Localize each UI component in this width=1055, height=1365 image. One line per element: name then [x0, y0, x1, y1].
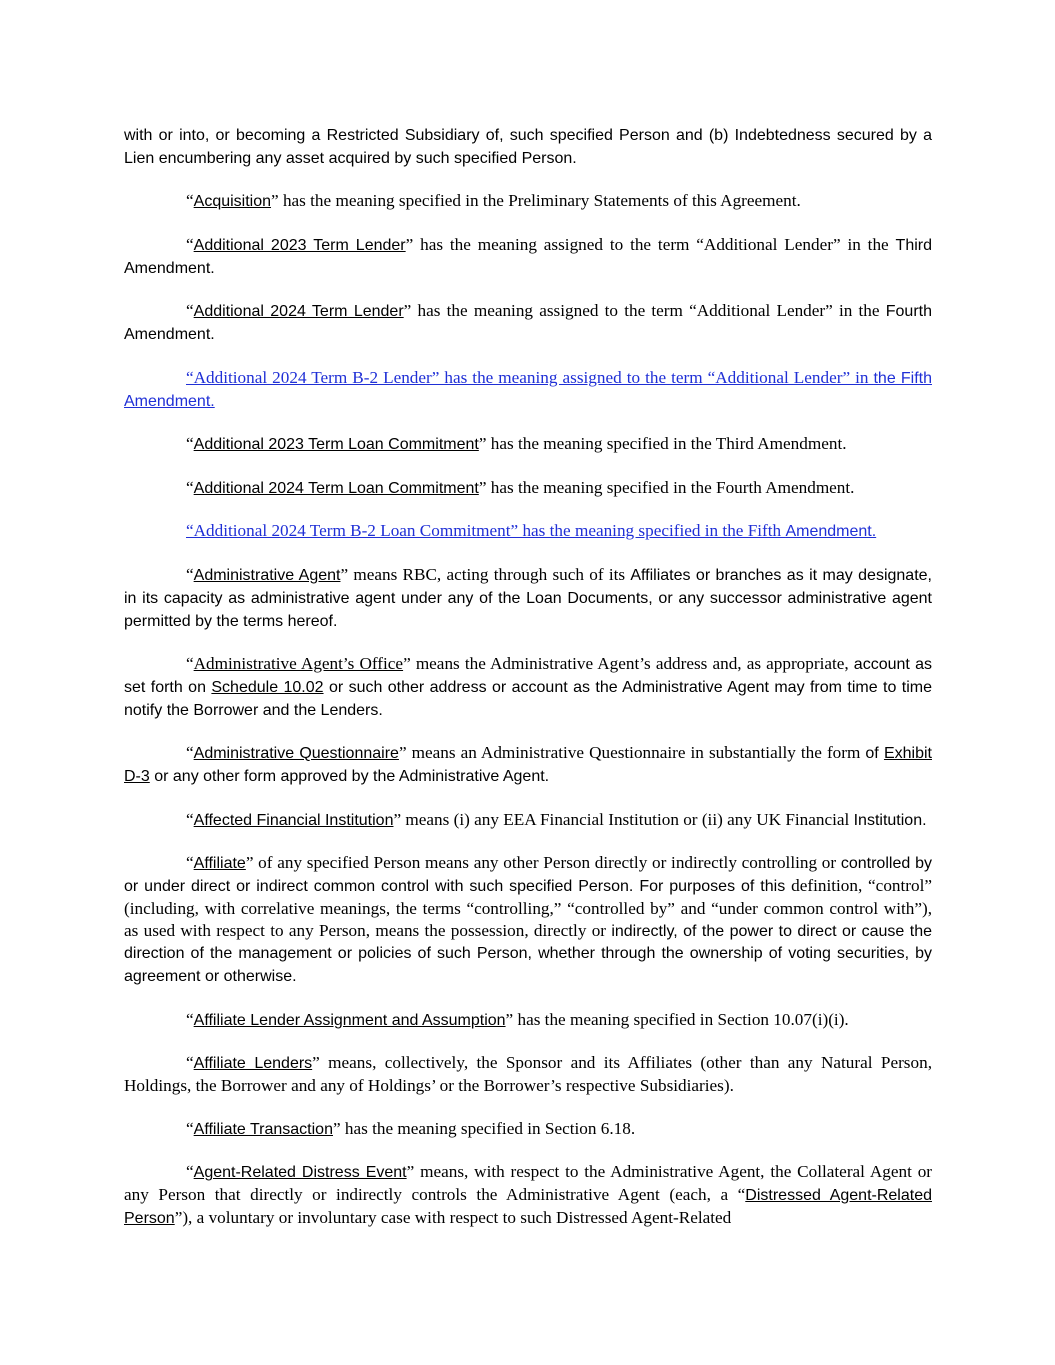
definition-agent-related-distress-event — [124, 1161, 932, 1229]
open-quote: “ — [186, 434, 194, 454]
defined-term: Agent-Related Distress Event — [193, 1164, 407, 1182]
defined-term: Acquisition — [193, 193, 272, 211]
inserted-definition-tail: Amendment. — [785, 523, 877, 541]
definition-affiliate — [124, 852, 932, 988]
definition-affected-financial-institution — [124, 809, 932, 832]
definition-text: ” has the meaning specified in the Third Amendment. — [478, 434, 847, 454]
schedule-reference: Schedule 10.02 — [211, 678, 324, 696]
open-quote: “ — [186, 1053, 194, 1073]
paragraph-text: with or into, or becoming a Restricted Subsidiary of, such specified Person and (b) Indebtedness secured by a Lien encumbering any asset acquired by such specified Person. — [124, 127, 932, 167]
paragraph-continuation — [124, 124, 932, 170]
defined-term: Administrative Questionnaire — [193, 745, 399, 763]
definition-additional-2024-term-b2-loan-commitment — [124, 520, 932, 543]
definition-text: ” means, with respect to the Administrative Agent, the Collateral Agent or any Person that directly or indirectly controls the Administrative Agent (each, a “ — [124, 1162, 933, 1205]
definition-text: ” has the meaning specified in the Fourth Amendment. — [478, 477, 855, 497]
open-quote: “ — [186, 809, 194, 829]
definition-additional-2023-term-lender — [124, 234, 932, 280]
definition-text: ” means (i) any EEA Financial Institution or (ii) any UK Financial — [393, 809, 854, 829]
open-quote: “ — [186, 234, 194, 254]
open-quote: “ — [186, 301, 194, 321]
defined-term: Administrative Agent — [193, 566, 341, 584]
open-quote: “ — [186, 564, 194, 584]
definition-text: ” has the meaning assigned to the term “Additional Lender” in the — [403, 301, 886, 321]
open-quote: “ — [186, 1009, 194, 1029]
inserted-definition-text: “Additional 2024 Term B-2 Lender” has the meaning assigned to the term “Additional Lender” in — [186, 367, 874, 387]
defined-term: Additional 2023 Term Lender — [193, 236, 406, 254]
definition-text: ” has the meaning specified in Section 10.07(i)(i). — [505, 1009, 849, 1029]
defined-term: Administrative Agent’s Office — [193, 654, 404, 674]
inserted-definition-tail: the Fifth Amendment. — [124, 369, 932, 410]
defined-term: Affiliate Lenders — [193, 1055, 313, 1073]
open-quote: “ — [186, 1162, 194, 1182]
definition-text: ” has the meaning specified in Section 6.18. — [332, 1118, 636, 1138]
open-quote: “ — [186, 743, 194, 763]
definition-text: ” of any specified Person means any other Person directly or indirectly controlling or — [245, 853, 841, 873]
definition-text: ” means, collectively, the Sponsor and its Affiliates (other than any Natural Person, Holdings, the Borrower and any of Holdings’ or the Borrower’s respective Subsidiaries). — [124, 1053, 932, 1096]
definition-text-tail: indirectly, of the power to direct or cause the direction of the management or policies of such Person, whether through the ownership of voting securities, by agreement or otherwise. — [124, 922, 933, 986]
definition-text-tail: controlled by or under direct or indirect common control with such specified Person. For purposes of this — [124, 855, 933, 896]
defined-term: Affiliate Transaction — [193, 1120, 333, 1138]
open-quote: “ — [186, 191, 194, 211]
definition-additional-2024-term-loan-commitment — [124, 477, 932, 500]
defined-term: Affiliate — [193, 855, 246, 873]
defined-term: Additional 2024 Term Lender — [193, 303, 404, 321]
definition-additional-2023-term-loan-commitment — [124, 433, 932, 456]
definition-administrative-agents-office — [124, 653, 932, 721]
definition-text: ” means an Administrative Questionnaire in substantially the form — [398, 743, 866, 763]
definition-acquisition — [124, 190, 932, 213]
definition-text: ”), a voluntary or involuntary case with respect to such Distressed Agent-Related — [174, 1208, 732, 1228]
definition-text-tail: Fourth Amendment. — [124, 303, 932, 344]
defined-term: Affiliate Lender Assignment and Assumption — [193, 1011, 506, 1029]
definition-administrative-questionnaire — [124, 742, 932, 788]
document-page — [124, 124, 932, 1251]
definition-text-tail: Third Amendment. — [124, 236, 932, 277]
definition-text: ” means RBC, acting through such of its — [340, 564, 631, 584]
definition-text-tail: or such other address or account as the Administrative Agent may from time to time notify the Borrower and the Lenders. — [124, 678, 933, 719]
open-quote: “ — [186, 1118, 194, 1138]
definition-text-tail: or any other form approved by the Administrative Agent. — [149, 768, 550, 786]
definition-affiliate-lender-assignment — [124, 1009, 932, 1032]
definition-text: ” means the Administrative Agent’s address and, as appropriate, — [403, 654, 854, 674]
definition-affiliate-transaction — [124, 1118, 932, 1141]
definition-text-tail: Affiliates or branches as it may designate, in its capacity as administrative agent under any of the Loan Documents, or any successor administrative agent permitted by the terms hereof. — [124, 566, 932, 630]
open-quote: “ — [186, 654, 194, 674]
definition-additional-2024-term-lender — [124, 300, 932, 346]
exhibit-reference: Exhibit D-3 — [124, 745, 932, 786]
defined-term: Additional 2024 Term Loan Commitment — [193, 479, 479, 497]
definition-text-serif: definition, “control” (including, with correlative meanings, the terms “controlling,” “controlled by” and “under common control with”), as used with respect to any Person, means the possession, directly or — [124, 876, 932, 940]
definition-affiliate-lenders — [124, 1052, 932, 1097]
definition-text: ” has the meaning assigned to the term “Additional Lender” in the — [405, 234, 896, 254]
definition-additional-2024-term-b2-lender — [124, 367, 932, 413]
inserted-definition-text: “Additional 2024 Term B-2 Loan Commitment” has the meaning specified in the Fifth — [186, 521, 786, 541]
defined-term: Additional 2023 Term Loan Commitment — [193, 436, 479, 454]
definition-text-tail: account as set forth on — [124, 656, 932, 696]
definition-text-tail: Institution. — [853, 811, 927, 829]
definition-text: ” has the meaning specified in the Preliminary Statements of this Agreement. — [271, 191, 801, 211]
open-quote: “ — [186, 853, 194, 873]
defined-term: Affected Financial Institution — [193, 811, 394, 829]
open-quote: “ — [186, 477, 194, 497]
defined-term: Distressed Agent-Related Person — [124, 1187, 932, 1228]
definition-text-tail: of — [865, 745, 884, 763]
definition-administrative-agent — [124, 564, 932, 632]
